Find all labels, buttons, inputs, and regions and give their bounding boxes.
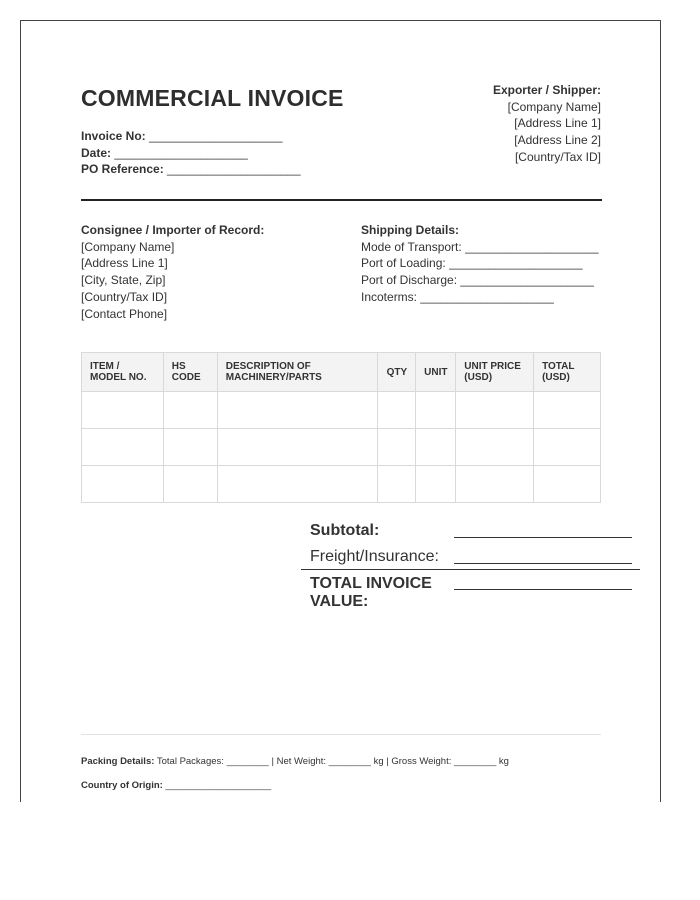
consignee-city-state-zip: [City, State, Zip]: [81, 273, 166, 288]
mode-of-transport-field[interactable]: ____________________: [465, 239, 599, 254]
table-cell[interactable]: [456, 392, 534, 429]
invoice-number-label: Invoice No:: [81, 129, 146, 143]
freight-insurance-field[interactable]: [454, 563, 632, 564]
shipping-heading: Shipping Details:: [361, 223, 460, 237]
column-header-item-model: ITEM / MODEL NO.: [82, 353, 164, 392]
table-cell[interactable]: [456, 429, 534, 466]
incoterms-field[interactable]: ____________________: [420, 289, 554, 304]
footer-divider: [81, 734, 601, 735]
header-divider: [81, 199, 602, 201]
table-cell[interactable]: [456, 466, 534, 503]
table-cell[interactable]: [217, 429, 378, 466]
totals-divider: [301, 569, 640, 570]
table-cell[interactable]: [534, 466, 601, 503]
consignee-company: [Company Name]: [81, 239, 175, 254]
port-of-discharge-label: Port of Discharge:: [361, 273, 458, 288]
port-of-discharge-row: [361, 272, 599, 289]
shipper-address-2: [Address Line 2]: [514, 133, 601, 148]
table-cell[interactable]: [163, 466, 217, 503]
po-reference-row: [81, 161, 301, 178]
table-cell[interactable]: [416, 392, 456, 429]
table-cell[interactable]: [378, 429, 416, 466]
mode-of-transport-row: [361, 239, 599, 256]
column-header-qty: QTY: [378, 353, 416, 392]
country-of-origin-row: [81, 780, 271, 791]
invoice-number-field[interactable]: ____________________: [149, 129, 283, 143]
subtotal-label: Subtotal:: [310, 522, 380, 539]
consignee-contact-phone: [Contact Phone]: [81, 306, 168, 321]
port-of-loading-field[interactable]: ____________________: [449, 256, 583, 271]
table-cell[interactable]: [217, 466, 378, 503]
consignee-block: [81, 222, 264, 322]
po-reference-label: PO Reference:: [81, 162, 164, 177]
invoice-meta: [81, 128, 301, 178]
table-cell[interactable]: [82, 429, 164, 466]
subtotal-field[interactable]: [454, 537, 632, 538]
column-header-unit-price: UNIT PRICE (USD): [456, 353, 534, 392]
incoterms-label: Incoterms:: [361, 289, 418, 304]
table-cell[interactable]: [416, 429, 456, 466]
shipper-address-1: [Address Line 1]: [514, 116, 601, 131]
incoterms-row: [361, 289, 599, 306]
total-invoice-value-label: TOTAL INVOICE VALUE:: [310, 575, 432, 610]
country-of-origin-field[interactable]: ____________________: [165, 780, 272, 791]
column-header-unit: UNIT: [416, 353, 456, 392]
consignee-heading: Consignee / Importer of Record:: [81, 223, 265, 237]
column-header-total: TOTAL (USD): [534, 353, 601, 392]
total-invoice-value-field[interactable]: [454, 589, 632, 590]
po-reference-field[interactable]: ____________________: [167, 162, 301, 177]
table-cell[interactable]: [378, 392, 416, 429]
table-cell[interactable]: [416, 466, 456, 503]
table-cell[interactable]: [163, 429, 217, 466]
port-of-loading-label: Port of Loading:: [361, 256, 446, 271]
column-header-description: DESCRIPTION OF MACHINERY/PARTS: [217, 353, 378, 392]
consignee-address-1: [Address Line 1]: [81, 256, 168, 271]
table-cell[interactable]: [378, 466, 416, 503]
mode-of-transport-label: Mode of Transport:: [361, 239, 462, 254]
port-of-discharge-field[interactable]: ____________________: [460, 273, 594, 288]
consignee-country-tax: [Country/Tax ID]: [81, 289, 168, 304]
table-cell[interactable]: [217, 392, 378, 429]
table-cell[interactable]: [82, 392, 164, 429]
shipper-heading: Exporter / Shipper:: [492, 83, 601, 97]
country-of-origin-label: Country of Origin:: [81, 780, 163, 791]
packing-details-fields[interactable]: Total Packages: ________ | Net Weight: ________ kg | Gross Weight: ________ kg: [156, 756, 509, 767]
packing-details-row: [81, 756, 509, 767]
table-row: [82, 466, 601, 503]
port-of-loading-row: [361, 255, 599, 272]
shipper-company: [Company Name]: [507, 99, 601, 114]
shipping-details-block: [361, 222, 599, 306]
line-items-table: [81, 352, 601, 503]
page-title: COMMERCIAL INVOICE: [81, 85, 344, 111]
invoice-page: [20, 20, 661, 802]
table-cell[interactable]: [534, 392, 601, 429]
table-header-row: [82, 353, 601, 392]
shipper-country-tax: [Country/Tax ID]: [514, 149, 601, 164]
table-row: [82, 392, 601, 429]
date-row: [81, 145, 301, 162]
table-cell[interactable]: [534, 429, 601, 466]
invoice-number-row: [81, 128, 301, 145]
date-label: Date:: [81, 145, 112, 160]
table-cell[interactable]: [163, 392, 217, 429]
table-cell[interactable]: [82, 466, 164, 503]
packing-details-label: Packing Details:: [81, 756, 155, 767]
date-field[interactable]: ____________________: [114, 145, 248, 160]
table-row: [82, 429, 601, 466]
column-header-hs-code: HS CODE: [163, 353, 217, 392]
exporter-shipper-block: [493, 82, 601, 166]
freight-insurance-label: Freight/Insurance:: [310, 548, 439, 565]
